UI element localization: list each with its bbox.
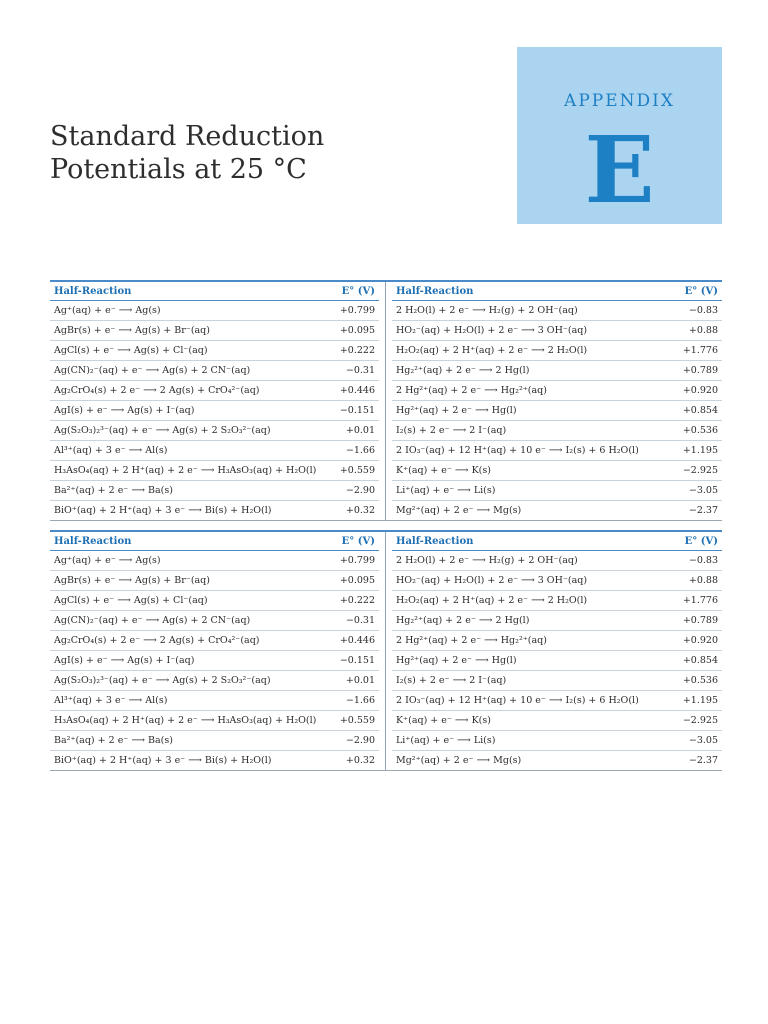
table-row <box>50 591 379 611</box>
table-row <box>392 301 722 321</box>
potential-cell: +0.799 <box>339 555 375 566</box>
table-row <box>392 691 722 711</box>
table-row <box>392 381 722 401</box>
table-row <box>50 671 379 691</box>
potential-cell: +0.559 <box>339 715 375 726</box>
potential-cell: −0.31 <box>345 365 375 376</box>
table-row <box>392 501 722 520</box>
half-reaction-cell: 2 Hg²⁺(aq) + 2 e⁻ ⟶ Hg₂²⁺(aq) <box>396 385 547 396</box>
potential-cell: −2.925 <box>682 465 718 476</box>
table-row <box>392 461 722 481</box>
half-reaction-cell: Hg₂²⁺(aq) + 2 e⁻ ⟶ 2 Hg(l) <box>396 615 530 626</box>
half-reaction-cell: Ag⁺(aq) + e⁻ ⟶ Ag(s) <box>54 555 161 566</box>
table-row <box>392 591 722 611</box>
table-row <box>392 361 722 381</box>
appendix-label-box <box>517 47 722 224</box>
table-row <box>50 321 379 341</box>
header-potential: E° (V) <box>341 285 375 297</box>
half-reaction-cell: HO₂⁻(aq) + H₂O(l) + 2 e⁻ ⟶ 3 OH⁻(aq) <box>396 575 588 586</box>
half-reaction-cell: K⁺(aq) + e⁻ ⟶ K(s) <box>396 715 491 726</box>
half-reaction-cell: Li⁺(aq) + e⁻ ⟶ Li(s) <box>396 735 496 746</box>
potential-cell: +0.01 <box>345 425 375 436</box>
table-1-left-column <box>50 282 386 520</box>
potential-cell: +0.01 <box>345 675 375 686</box>
table-row <box>392 711 722 731</box>
table-2-left-column <box>50 532 386 770</box>
table-row <box>50 711 379 731</box>
table-row <box>50 421 379 441</box>
potential-cell: −0.83 <box>688 555 718 566</box>
half-reaction-cell: Li⁺(aq) + e⁻ ⟶ Li(s) <box>396 485 496 496</box>
half-reaction-cell: K⁺(aq) + e⁻ ⟶ K(s) <box>396 465 491 476</box>
half-reaction-cell: Hg₂²⁺(aq) + 2 e⁻ ⟶ 2 Hg(l) <box>396 365 530 376</box>
potential-cell: +0.32 <box>345 755 375 766</box>
half-reaction-cell: AgCl(s) + e⁻ ⟶ Ag(s) + Cl⁻(aq) <box>54 345 208 356</box>
table-row <box>50 571 379 591</box>
header-potential: E° (V) <box>341 535 375 547</box>
half-reaction-cell: AgCl(s) + e⁻ ⟶ Ag(s) + Cl⁻(aq) <box>54 595 208 606</box>
header-potential: E° (V) <box>684 285 718 297</box>
half-reaction-cell: Mg²⁺(aq) + 2 e⁻ ⟶ Mg(s) <box>396 755 522 766</box>
half-reaction-cell: BiO⁺(aq) + 2 H⁺(aq) + 3 e⁻ ⟶ Bi(s) + H₂O(l) <box>54 505 272 516</box>
page-title-line1: Standard Reduction <box>50 121 325 152</box>
table-header-row <box>392 282 722 301</box>
header-half-reaction: Half-Reaction <box>54 285 132 297</box>
potential-cell: +1.195 <box>682 695 718 706</box>
table-row <box>50 341 379 361</box>
half-reaction-cell: HO₂⁻(aq) + H₂O(l) + 2 e⁻ ⟶ 3 OH⁻(aq) <box>396 325 588 336</box>
half-reaction-cell: H₃AsO₄(aq) + 2 H⁺(aq) + 2 e⁻ ⟶ H₃AsO₃(aq) + H₂O(l) <box>54 715 317 726</box>
potential-cell: −0.151 <box>339 655 375 666</box>
potential-cell: +0.095 <box>339 325 375 336</box>
half-reaction-cell: Ba²⁺(aq) + 2 e⁻ ⟶ Ba(s) <box>54 485 173 496</box>
potential-cell: +0.789 <box>682 615 718 626</box>
potential-cell: +0.799 <box>339 305 375 316</box>
table-row <box>392 481 722 501</box>
potential-cell: −2.90 <box>345 485 375 496</box>
potential-cell: +0.88 <box>688 575 718 586</box>
table-row <box>392 421 722 441</box>
half-reaction-cell: AgI(s) + e⁻ ⟶ Ag(s) + I⁻(aq) <box>54 655 195 666</box>
header-half-reaction: Half-Reaction <box>54 535 132 547</box>
table-row <box>50 551 379 571</box>
page-title <box>50 120 470 186</box>
half-reaction-cell: Al³⁺(aq) + 3 e⁻ ⟶ Al(s) <box>54 695 168 706</box>
half-reaction-cell: Mg²⁺(aq) + 2 e⁻ ⟶ Mg(s) <box>396 505 522 516</box>
potential-cell: +0.854 <box>682 405 718 416</box>
half-reaction-cell: 2 H₂O(l) + 2 e⁻ ⟶ H₂(g) + 2 OH⁻(aq) <box>396 305 578 316</box>
potential-cell: −2.90 <box>345 735 375 746</box>
potential-cell: −0.31 <box>345 615 375 626</box>
header-potential: E° (V) <box>684 535 718 547</box>
half-reaction-cell: H₂O₂(aq) + 2 H⁺(aq) + 2 e⁻ ⟶ 2 H₂O(l) <box>396 345 588 356</box>
potential-cell: +0.32 <box>345 505 375 516</box>
half-reaction-cell: 2 H₂O(l) + 2 e⁻ ⟶ H₂(g) + 2 OH⁻(aq) <box>396 555 578 566</box>
table-row <box>392 731 722 751</box>
table-row <box>50 751 379 770</box>
table-row <box>392 751 722 770</box>
potential-cell: −2.37 <box>688 505 718 516</box>
table-row <box>392 341 722 361</box>
potential-cell: +0.920 <box>682 385 718 396</box>
table-row <box>50 691 379 711</box>
potential-cell: −2.37 <box>688 755 718 766</box>
potential-cell: +0.446 <box>339 385 375 396</box>
table-header-row <box>392 532 722 551</box>
potential-cell: −0.83 <box>688 305 718 316</box>
half-reaction-cell: 2 Hg²⁺(aq) + 2 e⁻ ⟶ Hg₂²⁺(aq) <box>396 635 547 646</box>
table-header-row <box>50 282 379 301</box>
potential-cell: +0.559 <box>339 465 375 476</box>
table-2-right-column <box>386 532 722 770</box>
table-row <box>392 671 722 691</box>
table-row <box>392 571 722 591</box>
appendix-word: APPENDIX <box>564 91 675 111</box>
half-reaction-cell: Ag₂CrO₄(s) + 2 e⁻ ⟶ 2 Ag(s) + CrO₄²⁻(aq) <box>54 385 260 396</box>
half-reaction-cell: Ba²⁺(aq) + 2 e⁻ ⟶ Ba(s) <box>54 735 173 746</box>
half-reaction-cell: Ag(CN)₂⁻(aq) + e⁻ ⟶ Ag(s) + 2 CN⁻(aq) <box>54 615 251 626</box>
appendix-letter: E <box>584 116 655 224</box>
potential-cell: +0.536 <box>682 675 718 686</box>
potential-cell: +0.095 <box>339 575 375 586</box>
potential-cell: +0.88 <box>688 325 718 336</box>
table-row <box>50 381 379 401</box>
table-row <box>50 651 379 671</box>
half-reaction-cell: Hg²⁺(aq) + 2 e⁻ ⟶ Hg(l) <box>396 655 517 666</box>
potential-cell: +1.776 <box>682 345 718 356</box>
half-reaction-cell: Ag(S₂O₃)₂³⁻(aq) + e⁻ ⟶ Ag(s) + 2 S₂O₃²⁻(aq) <box>54 675 271 686</box>
table-row <box>392 551 722 571</box>
table-row <box>50 611 379 631</box>
half-reaction-cell: Ag₂CrO₄(s) + 2 e⁻ ⟶ 2 Ag(s) + CrO₄²⁻(aq) <box>54 635 260 646</box>
table-row <box>392 321 722 341</box>
table-row <box>50 301 379 321</box>
potential-cell: +1.195 <box>682 445 718 456</box>
table-row <box>392 441 722 461</box>
half-reaction-cell: BiO⁺(aq) + 2 H⁺(aq) + 3 e⁻ ⟶ Bi(s) + H₂O(l) <box>54 755 272 766</box>
potential-cell: +0.536 <box>682 425 718 436</box>
potential-cell: +0.789 <box>682 365 718 376</box>
reduction-potentials-table-1 <box>50 280 722 521</box>
half-reaction-cell: H₃AsO₄(aq) + 2 H⁺(aq) + 2 e⁻ ⟶ H₃AsO₃(aq) + H₂O(l) <box>54 465 317 476</box>
half-reaction-cell: I₂(s) + 2 e⁻ ⟶ 2 I⁻(aq) <box>396 425 507 436</box>
header-half-reaction: Half-Reaction <box>396 285 474 297</box>
table-row <box>392 401 722 421</box>
table-row <box>392 631 722 651</box>
table-row <box>50 631 379 651</box>
potential-cell: −1.66 <box>345 695 375 706</box>
half-reaction-cell: 2 IO₃⁻(aq) + 12 H⁺(aq) + 10 e⁻ ⟶ I₂(s) + 6 H₂O(l) <box>396 695 639 706</box>
table-row <box>50 461 379 481</box>
potential-cell: +0.222 <box>339 595 375 606</box>
table-row <box>50 501 379 520</box>
half-reaction-cell: I₂(s) + 2 e⁻ ⟶ 2 I⁻(aq) <box>396 675 507 686</box>
half-reaction-cell: Hg²⁺(aq) + 2 e⁻ ⟶ Hg(l) <box>396 405 517 416</box>
half-reaction-cell: Al³⁺(aq) + 3 e⁻ ⟶ Al(s) <box>54 445 168 456</box>
half-reaction-cell: AgBr(s) + e⁻ ⟶ Ag(s) + Br⁻(aq) <box>54 575 210 586</box>
half-reaction-cell: Ag⁺(aq) + e⁻ ⟶ Ag(s) <box>54 305 161 316</box>
potential-cell: −1.66 <box>345 445 375 456</box>
header-half-reaction: Half-Reaction <box>396 535 474 547</box>
potential-cell: +0.854 <box>682 655 718 666</box>
potential-cell: +1.776 <box>682 595 718 606</box>
potential-cell: +0.920 <box>682 635 718 646</box>
table-row <box>50 361 379 381</box>
half-reaction-cell: H₂O₂(aq) + 2 H⁺(aq) + 2 e⁻ ⟶ 2 H₂O(l) <box>396 595 588 606</box>
potential-cell: −3.05 <box>688 485 718 496</box>
page-title-line2: Potentials at 25 °C <box>50 154 307 185</box>
table-row <box>50 401 379 421</box>
half-reaction-cell: Ag(CN)₂⁻(aq) + e⁻ ⟶ Ag(s) + 2 CN⁻(aq) <box>54 365 251 376</box>
half-reaction-cell: 2 IO₃⁻(aq) + 12 H⁺(aq) + 10 e⁻ ⟶ I₂(s) + 6 H₂O(l) <box>396 445 639 456</box>
table-row <box>50 731 379 751</box>
potential-cell: −2.925 <box>682 715 718 726</box>
potential-cell: −3.05 <box>688 735 718 746</box>
half-reaction-cell: AgI(s) + e⁻ ⟶ Ag(s) + I⁻(aq) <box>54 405 195 416</box>
half-reaction-cell: Ag(S₂O₃)₂³⁻(aq) + e⁻ ⟶ Ag(s) + 2 S₂O₃²⁻(aq) <box>54 425 271 436</box>
table-header-row <box>50 532 379 551</box>
reduction-potentials-table-2 <box>50 530 722 771</box>
table-row <box>392 611 722 631</box>
table-row <box>392 651 722 671</box>
potential-cell: −0.151 <box>339 405 375 416</box>
half-reaction-cell: AgBr(s) + e⁻ ⟶ Ag(s) + Br⁻(aq) <box>54 325 210 336</box>
table-row <box>50 441 379 461</box>
potential-cell: +0.222 <box>339 345 375 356</box>
potential-cell: +0.446 <box>339 635 375 646</box>
table-1-right-column <box>386 282 722 520</box>
table-row <box>50 481 379 501</box>
